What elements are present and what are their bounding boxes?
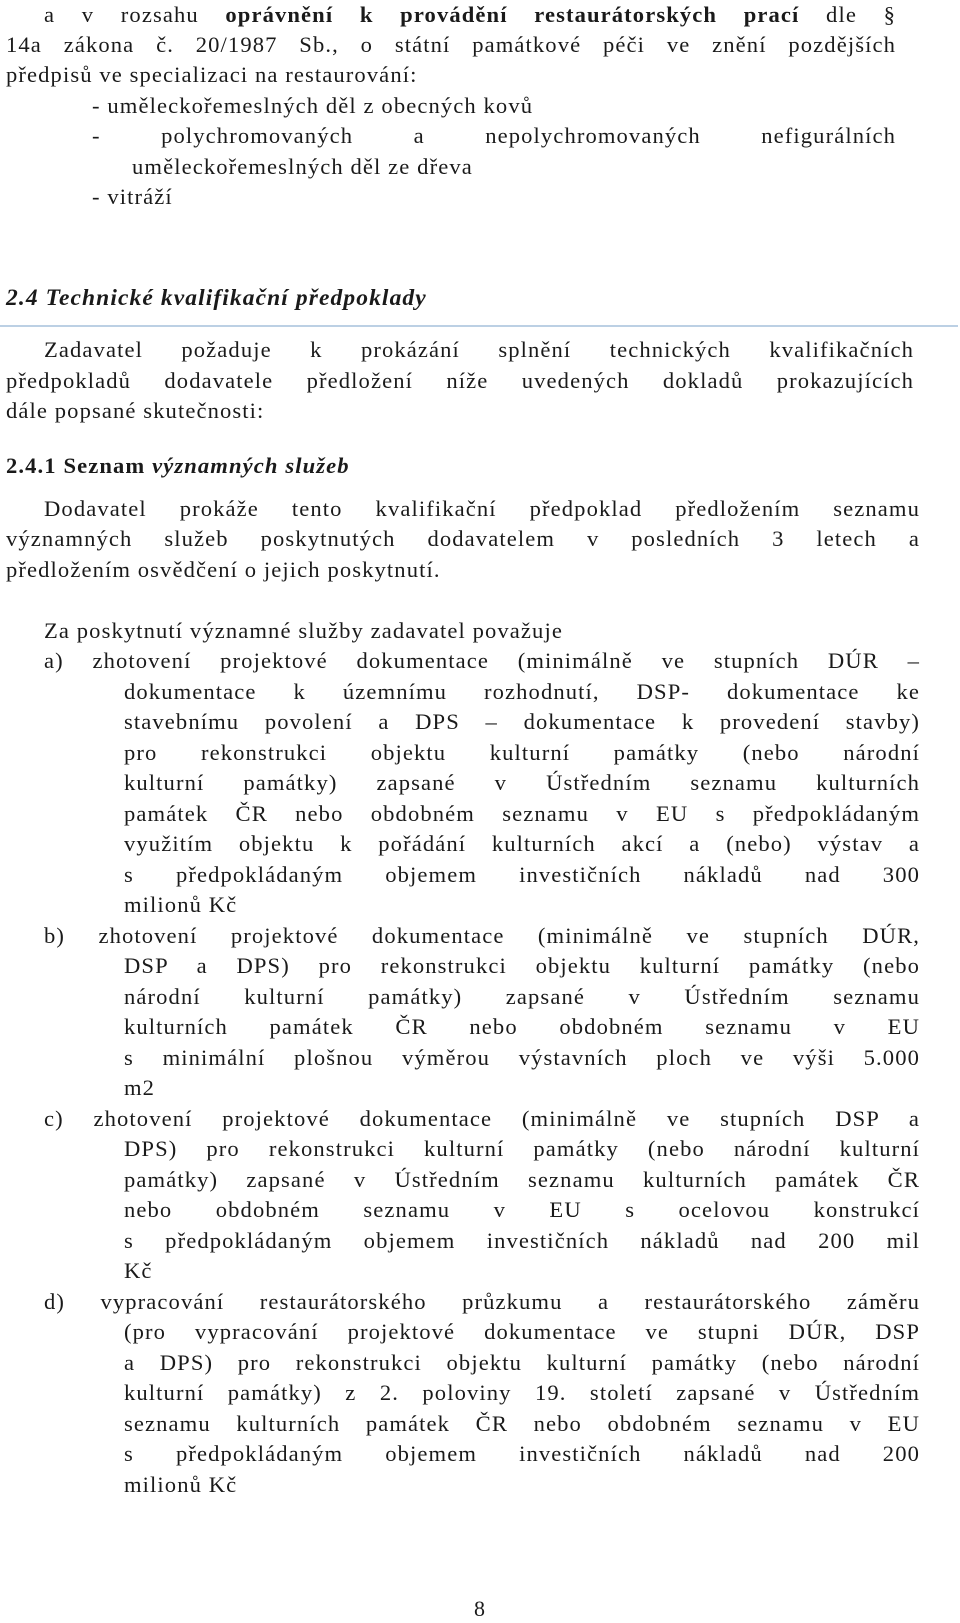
item-d-line-1: d) vypracování restaurátorského průzkumu a restaurátorského záměru xyxy=(44,1289,920,1314)
list-item-wood-cont: uměleckořemeslných děl ze dřeva xyxy=(132,154,473,179)
item-c-line-6: Kč xyxy=(124,1258,153,1283)
intro-text-end: dle § xyxy=(799,2,896,27)
item-a-line-5: kulturní památky) zapsané v Ústředním seznamu kulturních xyxy=(124,770,920,795)
intro-line-1 xyxy=(44,0,896,30)
item-a-line-4: pro rekonstrukci objektu kulturní památky (nebo národní xyxy=(124,740,920,765)
item-d-line-3: a DPS) pro rekonstrukci objektu kulturní památky (nebo národní xyxy=(124,1350,920,1375)
section-title-bold: Seznam xyxy=(63,453,153,478)
item-b-line-5: s minimální plošnou výměrou výstavních ploch ve výši 5.000 xyxy=(124,1045,920,1070)
section-2-4-line-1: Zadavatel požaduje k prokázání splnění technických kvalifikačních xyxy=(44,337,914,362)
list-item-wood: - polychromovaných a nepolychromovaných nefigurálních xyxy=(92,123,896,148)
item-a-line-2: dokumentace k územnímu rozhodnutí, DSP- dokumentace ke xyxy=(124,679,920,704)
item-a-line-1: a) zhotovení projektové dokumentace (minimálně ve stupních DÚR – xyxy=(44,648,920,673)
item-c-line-3: památky) zapsané v Ústředním seznamu kulturních památek ČR xyxy=(124,1167,920,1192)
item-d-line-2: (pro vypracování projektové dokumentace ve stupni DÚR, DSP xyxy=(124,1319,920,1344)
item-a-line-8: s předpokládaným objemem investičních nákladů nad 300 xyxy=(124,862,920,887)
item-b-line-1: b) zhotovení projektové dokumentace (minimálně ve stupních DÚR, xyxy=(44,923,920,948)
item-c-line-5: s předpokládaným objemem investičních nákladů nad 200 mil xyxy=(124,1228,920,1253)
section-2-4-1-line-2: významných služeb poskytnutých dodavatelem v posledních 3 letech a xyxy=(6,526,920,551)
item-a-line-3: stavebnímu povolení a DPS – dokumentace k provedení stavby) xyxy=(124,709,920,734)
section-2-4-1-line-3: předložením osvědčení o jejich poskytnutí. xyxy=(6,557,441,582)
intro-line-3: předpisů ve specializaci na restaurování: xyxy=(6,62,418,87)
item-b-line-6: m2 xyxy=(124,1075,156,1100)
item-b-line-3: národní kulturní památky) zapsané v Ústředním seznamu xyxy=(124,984,920,1009)
item-a-line-6: památek ČR nebo obdobném seznamu v EU s předpokládaným xyxy=(124,801,920,826)
item-d-line-5: seznamu kulturních památek ČR nebo obdobném seznamu v EU xyxy=(124,1411,920,1436)
item-d-line-4: kulturní památky) z 2. poloviny 19. století zapsané v Ústředním xyxy=(124,1380,920,1405)
intro-bold-text: oprávnění k provádění restaurátorských prací xyxy=(225,2,800,27)
item-a-line-9: milionů Kč xyxy=(124,892,238,917)
intro-text: a v rozsahu xyxy=(44,2,226,27)
section-heading-2-4-1 xyxy=(6,451,350,481)
section-2-4-line-3: dále popsané skutečnosti: xyxy=(6,398,265,423)
list-item-metals: - uměleckořemeslných děl z obecných kovů xyxy=(92,93,534,118)
services-intro: Za poskytnutí významné služby zadavatel považuje xyxy=(44,618,563,643)
item-c-line-1: c) zhotovení projektové dokumentace (minimálně ve stupních DSP a xyxy=(44,1106,920,1131)
section-number: 2.4.1 xyxy=(6,453,64,478)
section-title-italic: významných služeb xyxy=(152,453,350,478)
section-2-4-line-2: předpokladů dodavatele předložení níže uvedených dokladů prokazujících xyxy=(6,368,914,393)
intro-line-2: 14a zákona č. 20/1987 Sb., o státní památkové péči ve znění pozdějších xyxy=(6,32,896,57)
heading-underline xyxy=(0,325,958,327)
item-d-line-6: s předpokládaným objemem investičních nákladů nad 200 xyxy=(124,1441,920,1466)
item-c-line-2: DPS) pro rekonstrukci kulturní památky (nebo národní kulturní xyxy=(124,1136,920,1161)
item-a-line-7: využitím objektu k pořádání kulturních akcí a (nebo) výstav a xyxy=(124,831,920,856)
item-c-line-4: nebo obdobném seznamu v EU s ocelovou konstrukcí xyxy=(124,1197,920,1222)
page-number: 8 xyxy=(473,1596,487,1621)
item-b-line-2: DSP a DPS) pro rekonstrukci objektu kulturní památky (nebo xyxy=(124,953,920,978)
section-heading-2-4: 2.4 Technické kvalifikační předpoklady xyxy=(6,285,427,311)
list-item-stained-glass: - vitráží xyxy=(92,184,173,209)
section-2-4-1-line-1: Dodavatel prokáže tento kvalifikační předpoklad předložením seznamu xyxy=(44,496,920,521)
item-d-line-7: milionů Kč xyxy=(124,1472,238,1497)
item-b-line-4: kulturních památek ČR nebo obdobném seznamu v EU xyxy=(124,1014,920,1039)
